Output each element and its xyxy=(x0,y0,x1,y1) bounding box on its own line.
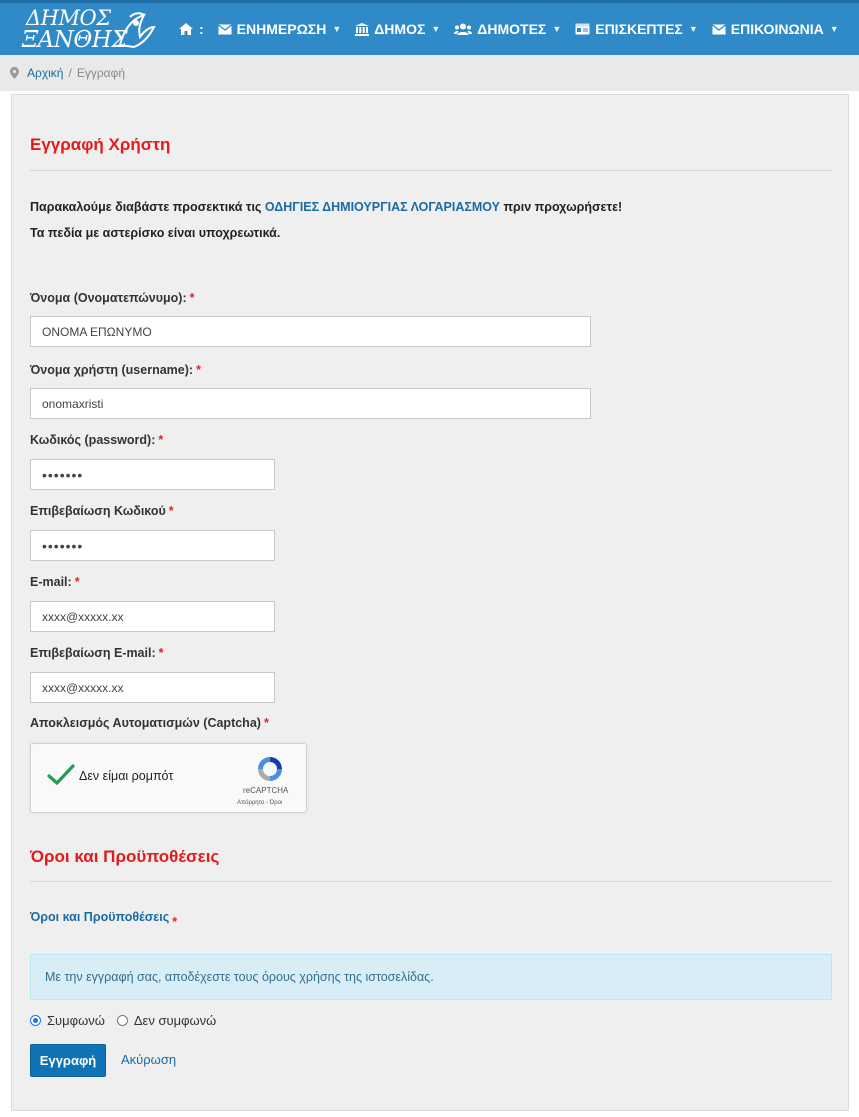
confirm-email-label xyxy=(30,646,164,660)
required-asterisk: * xyxy=(158,433,164,447)
envelope-icon xyxy=(218,24,232,35)
intro-before: Παρακαλούμε διαβάστε προσεκτικά τις xyxy=(30,200,265,214)
logo-line1: ΔΗΜΟΣ xyxy=(26,6,111,30)
nav-home-suffix: : xyxy=(199,21,204,37)
logo-line2: ΞΑΝΘΗΣ xyxy=(22,27,128,53)
nav-item-municipality[interactable] xyxy=(355,21,440,37)
users-icon xyxy=(454,23,472,35)
label-text: Επιβεβαίωση Κωδικού xyxy=(30,504,166,518)
confirm-email-input[interactable]: xxxx@xxxxx.xx xyxy=(30,672,275,703)
nav-label: ΕΝΗΜΕΡΩΣΗ xyxy=(236,21,327,37)
checkmark-icon[interactable] xyxy=(47,764,75,786)
nav-label: ΔΗΜΟΤΕΣ xyxy=(477,21,547,37)
divider xyxy=(30,881,832,882)
required-note: Τα πεδία με αστερίσκο είναι υποχρεωτικά. xyxy=(30,226,281,240)
caret-down-icon: ▼ xyxy=(431,24,441,34)
nav-label: ΕΠΙΚΟΙΝΩΝΙΑ xyxy=(730,21,824,37)
nav-item-visitors[interactable] xyxy=(575,21,698,37)
recaptcha-terms-link[interactable]: Απόρρητο - Όροι xyxy=(237,800,283,806)
confirm-password-input[interactable]: ••••••• xyxy=(30,530,275,561)
terms-link[interactable]: Όροι και Προϋποθέσεις xyxy=(30,910,170,924)
register-button[interactable]: Εγγραφή xyxy=(30,1044,106,1077)
municipality-logo[interactable] xyxy=(22,7,162,53)
username-label xyxy=(30,363,201,377)
home-icon xyxy=(178,22,194,36)
required-asterisk: * xyxy=(158,646,164,660)
map-marker-icon xyxy=(10,67,19,79)
password-label xyxy=(30,433,163,447)
agree-label[interactable]: Συμφωνώ xyxy=(47,1013,105,1028)
recaptcha-logo-icon xyxy=(255,754,285,784)
terms-radio-group xyxy=(30,1013,216,1028)
nav-label: ΔΗΜΟΣ xyxy=(374,21,426,37)
nav-label: ΕΠΙΣΚΕΠΤΕΣ xyxy=(595,21,683,37)
institution-icon xyxy=(355,23,369,36)
id-card-icon xyxy=(575,23,590,35)
account-instructions-link[interactable]: ΟΔΗΓΙΕΣ ΔΗΜΙΟΥΡΓΙΑΣ ΛΟΓΑΡΙΑΣΜΟΥ xyxy=(264,200,500,214)
cancel-link[interactable]: Ακύρωση xyxy=(121,1052,177,1067)
caret-down-icon: ▼ xyxy=(688,24,698,34)
nav-home[interactable] xyxy=(178,21,204,37)
caret-down-icon: ▼ xyxy=(332,24,342,34)
required-asterisk: * xyxy=(189,291,195,305)
nav-item-citizens[interactable] xyxy=(454,21,561,37)
email-label xyxy=(30,575,80,589)
nav-item-news[interactable] xyxy=(218,21,342,37)
label-text: Αποκλεισμός Αυτοματισμών (Captcha) xyxy=(30,716,261,730)
breadcrumb-home-link[interactable]: Αρχική xyxy=(27,66,64,80)
breadcrumb-current: Εγγραφή xyxy=(76,66,126,80)
required-asterisk: * xyxy=(196,363,201,377)
label-text: Όνομα χρήστη (username): xyxy=(30,363,194,377)
label-text: E-mail: xyxy=(30,575,72,589)
main-nav xyxy=(178,3,853,55)
top-navbar xyxy=(0,0,859,55)
agree-radio[interactable] xyxy=(30,1015,41,1026)
terms-notice: Με την εγγραφή σας, αποδέχεστε τους όρους χρήσης της ιστοσελίδας. xyxy=(30,954,832,1000)
terms-link-wrapper xyxy=(30,910,178,929)
label-text: Κωδικός (password): xyxy=(30,433,156,447)
required-asterisk: * xyxy=(172,915,178,929)
required-asterisk: * xyxy=(74,575,80,589)
breadcrumb-separator: / xyxy=(68,66,72,80)
envelope-icon xyxy=(712,24,726,35)
caret-down-icon: ▼ xyxy=(552,24,562,34)
captcha-label xyxy=(30,716,269,730)
fullname-input[interactable]: ΟΝΟΜΑ ΕΠΩΝΥΜΟ xyxy=(30,316,591,347)
registration-panel xyxy=(11,94,849,1111)
breadcrumb xyxy=(0,55,859,91)
label-text: Όνομα (Ονοματεπώνυμο): xyxy=(30,291,187,305)
label-text: Επιβεβαίωση E-mail: xyxy=(30,646,156,660)
password-input[interactable]: ••••••• xyxy=(30,459,275,490)
username-input[interactable]: onomaxristi xyxy=(30,388,591,419)
captcha-text: Δεν είμαι ρομπότ xyxy=(79,769,174,783)
recaptcha-brand: reCAPTCHA xyxy=(243,786,289,795)
nav-item-contact[interactable] xyxy=(712,21,839,37)
required-asterisk: * xyxy=(168,504,174,518)
terms-title: Όροι και Προϋποθέσεις xyxy=(30,847,220,866)
disagree-radio[interactable] xyxy=(117,1015,128,1026)
page-title: Εγγραφή Χρήστη xyxy=(30,135,171,154)
intro-after: πριν προχωρήσετε! xyxy=(499,200,623,214)
recaptcha-widget xyxy=(30,743,307,813)
divider xyxy=(30,170,832,171)
email-input[interactable]: xxxx@xxxxx.xx xyxy=(30,601,275,632)
intro-text xyxy=(30,200,622,214)
fullname-label xyxy=(30,291,195,305)
confirm-password-label xyxy=(30,504,174,518)
required-asterisk: * xyxy=(263,716,269,730)
caret-down-icon: ▼ xyxy=(829,24,839,34)
disagree-label[interactable]: Δεν συμφωνώ xyxy=(133,1013,217,1028)
logo-emblem-icon xyxy=(114,9,158,51)
